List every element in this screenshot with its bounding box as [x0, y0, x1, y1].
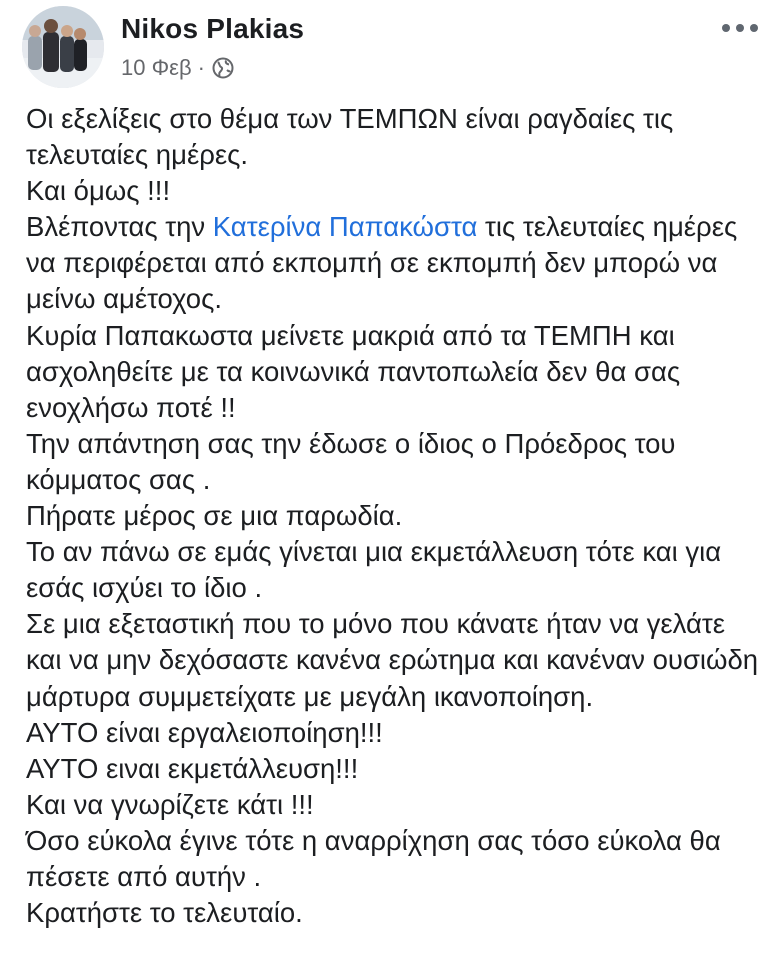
post-paragraph: Οι εξελίξεις στο θέμα των ΤΕΜΠΩΝ είναι ραγδαίες τις τελευταίες ημέρες. — [26, 103, 674, 171]
more-dot — [722, 24, 730, 32]
post-text-fragment: Βλέποντας την — [26, 211, 213, 243]
post-paragraph: Πήρατε μέρος σε μια παρωδία. — [26, 500, 403, 532]
author-name[interactable]: Nikos Plakias — [121, 13, 305, 44]
post-paragraph: Και όμως !!! — [26, 175, 171, 207]
more-options-icon[interactable] — [722, 18, 758, 38]
post-paragraph: Την απάντηση σας την έδωσε ο ίδιος ο Πρόεδρος του κόμματος σας . — [26, 427, 676, 495]
post-text-fragment: τις τελευταίες ημέρες να περιφέρεται από εκπομπή σε εκπομπή δεν μπορώ να μείνω αμέτοχος. — [26, 211, 738, 315]
more-dot — [750, 24, 758, 32]
avatar-photo — [22, 6, 104, 88]
meta-separator: · — [197, 55, 205, 80]
post-paragraph: Το αν πάνω σε εμάς γίνεται μια εκμετάλλευση τότε και για εσάς ισχύει το ίδιο . — [26, 536, 722, 604]
mention-link[interactable]: Κατερίνα Παπακώστα — [212, 211, 478, 243]
more-dot — [736, 24, 744, 32]
post-paragraph: Σε μια εξεταστική που το μόνο που κάνατε ήταν να γελάτε και να μην δεχόσαστε κανένα ερώτημα και κανέναν ουσιώδη μάρτυρα συμμετείχατε με μεγάλη ικανοποίηση. — [26, 608, 759, 712]
post-text — [26, 101, 766, 931]
post-date[interactable]: 10 Φεβ — [121, 55, 192, 80]
post-paragraph: Όσο εύκολα έγινε τότε η αναρρίχηση σας τόσο εύκολα θα πέσετε από αυτήν . — [26, 824, 721, 892]
post-paragraph: ΑΥΤΟ ειναι εκμετάλλευση!!! — [26, 752, 359, 784]
post-paragraph: Κυρία Παπακωστα μείνετε μακριά από τα ΤΕΜΠΗ και ασχοληθείτε με τα κοινωνικά παντοπωλεία δεν θα σας ενοχλήσω ποτέ !! — [26, 319, 681, 423]
post-meta — [121, 55, 235, 81]
avatar[interactable] — [22, 6, 104, 88]
post-paragraph: ΑΥΤΟ είναι εργαλειοποίηση!!! — [26, 716, 383, 748]
globe-icon[interactable] — [211, 56, 235, 80]
post-paragraph — [26, 209, 766, 317]
post-paragraph: Κρατήστε το τελευταίο. — [26, 897, 303, 929]
post-paragraph: Και να γνωρίζετε κάτι !!! — [26, 788, 314, 820]
